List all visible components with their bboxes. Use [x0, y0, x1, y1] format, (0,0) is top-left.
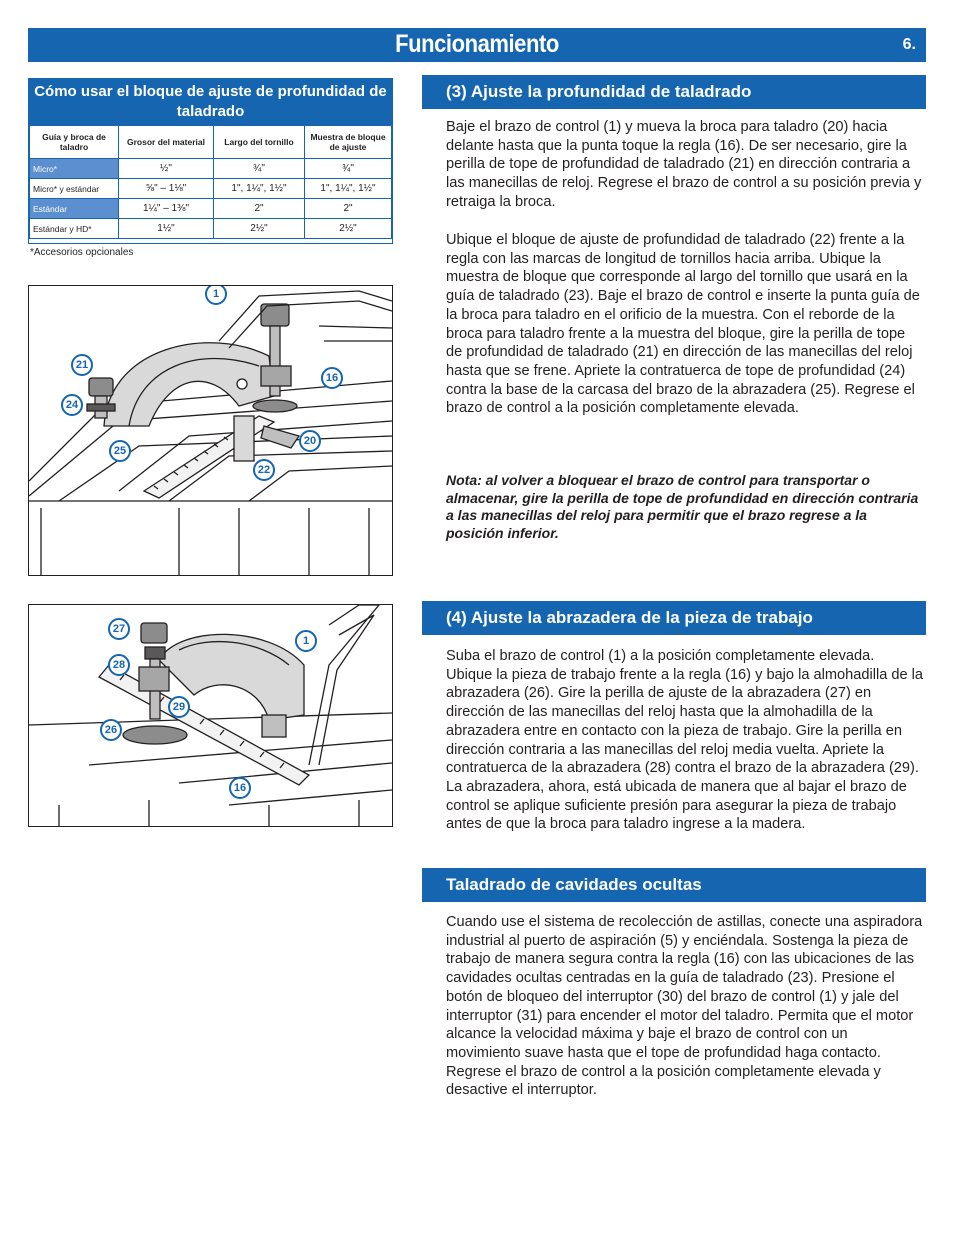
table-cell: ¾"	[305, 159, 392, 179]
callout-25: 25	[109, 440, 131, 462]
page-title: Funcionamiento	[395, 30, 559, 58]
callout-29: 29	[168, 696, 190, 718]
table-cell: 1", 1¼", 1½"	[214, 179, 305, 199]
table-header-row	[30, 126, 392, 159]
drill-depth-table	[28, 78, 393, 244]
table-row	[30, 179, 392, 199]
table-row	[30, 199, 392, 219]
callout-28: 28	[108, 654, 130, 676]
callout-27: 27	[108, 618, 130, 640]
table-row	[30, 159, 392, 179]
page-header-bar	[28, 28, 926, 62]
table-cell: ⅝" – 1⅛"	[119, 179, 214, 199]
section-3-note: Nota: al volver a bloquear el brazo de control para transportar o almacenar, gire la perilla de tope de profundidad en dirección contraria a las manecillas del reloj para permitir que el brazo regrese a la posición inferior.	[446, 472, 919, 541]
section-4-heading: (4) Ajuste la abrazadera de la pieza de trabajo	[422, 601, 926, 635]
table-cell: 1", 1¼", 1½"	[305, 179, 392, 199]
table-cell: 2½"	[214, 219, 305, 239]
table-cell: 2"	[214, 199, 305, 219]
section-5-paragraph: Cuando use el sistema de recolección de astillas, conecte una aspiradora industrial al puerto de aspiración (5) y enciéndala. Sostenga la pieza de trabajo de manera segura contra la regla (16) con las ubicaciones de las cavidades ocultas centradas en la guía de taladrado (23). Presione el botón de bloqueo del interruptor (30) del brazo de control (1) y jale del interruptor (31) para encender el motor del taladro. Permita que el motor alcance la velocidad máxima y baje el brazo de control con un movimiento suave hasta que el tope de profundidad haga contacto. Regrese el brazo de control a la posición completamente elevada y desactive el interruptor.	[446, 914, 923, 1099]
page-number: 6.	[902, 36, 916, 53]
section-3-paragraph-1: Baje el brazo de control (1) y mueva la broca para taladro (20) hacia delante hasta que la punta toque la regla (16). De ser necesario, gire la perilla de tope de profundidad de taladrado (21) en dirección contraria a las manecillas de reloj. Regrese el brazo de control a su posición previa y retraiga la broca.	[446, 119, 922, 210]
callout-26: 26	[100, 719, 122, 741]
callout-21: 21	[71, 354, 93, 376]
table-row	[30, 219, 392, 239]
table-cell: 1½"	[119, 219, 214, 239]
drill-jig-drawing	[29, 286, 392, 575]
callout-24: 24	[61, 394, 83, 416]
section-3-heading: (3) Ajuste la profundidad de taladrado	[422, 75, 926, 109]
column-header: Guía y broca de taladro	[30, 126, 119, 159]
clamp-adjust-illustration	[28, 604, 393, 827]
table-footnote: *Accesorios opcionales	[30, 247, 134, 258]
callout-1: 1	[295, 630, 317, 652]
drill-depth-grid	[29, 125, 392, 239]
table-cell: ½"	[119, 159, 214, 179]
column-header: Muestra de bloque de ajuste	[305, 126, 392, 159]
table-cell: 1¼" – 1⅜"	[119, 199, 214, 219]
callout-20: 20	[299, 430, 321, 452]
table-cell: 2"	[305, 199, 392, 219]
table-cell: Micro*	[30, 159, 119, 179]
table-cell: Micro* y estándar	[30, 179, 119, 199]
section-3-paragraph-2: Ubique el bloque de ajuste de profundidad de taladrado (22) frente a la regla con las marcas de longitud de tornillos hacia arriba. Ubique la muestra de bloque que corresponde al largo del tornillo que usará en la guía de taladrado (23). Baje el brazo de control e inserte la punta guía de la broca para taladro en el orificio de la muestra. Con el reborde de la broca para taladro frente a la muestra del bloque, gire la perilla de tope de profundidad de taladrado (21) en dirección de las manecillas del reloj hasta que se frene. Apriete la contratuerca de tope de profundidad (24) contra la base de la carcasa del brazo de la abrazadera (25). Regrese el brazo de control a la posición completamente elevada.	[446, 232, 920, 417]
callout-22: 22	[253, 459, 275, 481]
section-5-heading: Taladrado de cavidades ocultas	[422, 868, 926, 902]
callout-16: 16	[321, 367, 343, 389]
callout-16: 16	[229, 777, 251, 799]
table-cell: ¾"	[214, 159, 305, 179]
table-cell: 2½"	[305, 219, 392, 239]
table-title: Cómo usar el bloque de ajuste de profundidad de taladrado	[29, 79, 392, 125]
table-cell: Estándar	[30, 199, 119, 219]
depth-adjust-illustration	[28, 285, 393, 576]
column-header: Largo del tornillo	[214, 126, 305, 159]
table-cell: Estándar y HD*	[30, 219, 119, 239]
section-4-paragraph: Suba el brazo de control (1) a la posición completamente elevada. Ubique la pieza de trabajo frente a la regla (16) y bajo la almohadilla de la abrazadera (26). Gire la perilla de ajuste de la abrazadera (27) en dirección de las manecillas del reloj hasta que la almohadilla de la abrazadera entre en contacto con la pieza de trabajo. Gire la perilla en dirección contraria a las manecillas del reloj media vuelta. Apriete la contratuerca de la abrazadera (28) contra el brazo de la abrazadera (29). La abrazadera, ahora, está ubicada de manera que al bajar el brazo de control se aplique suficiente presión para asegurar la pieza de trabajo antes de que la broca para taladro ingrese a la madera.	[446, 648, 924, 833]
column-header: Grosor del material	[119, 126, 214, 159]
callout-1: 1	[205, 285, 227, 305]
clamp-drawing	[29, 605, 392, 826]
